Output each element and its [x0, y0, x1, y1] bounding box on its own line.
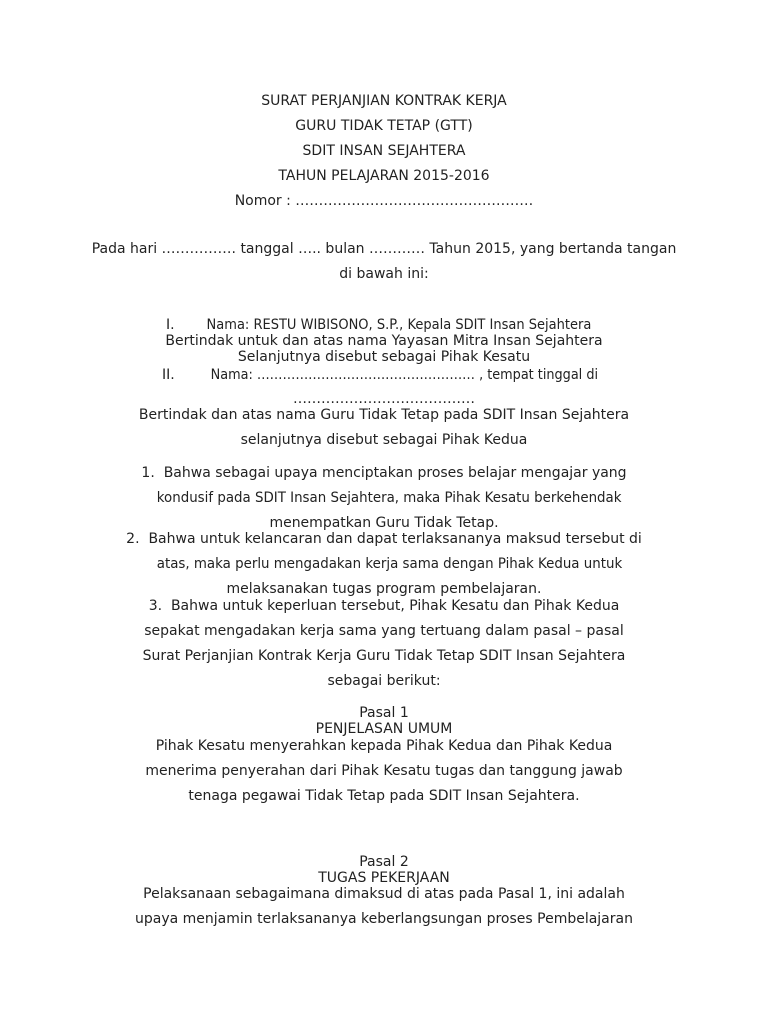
title-line-1: SURAT PERJANJIAN KONTRAK KERJA: [261, 93, 507, 109]
consideration-3-line-3: Surat Perjanjian Kontrak Kerja Guru Tidak Tetap SDIT Insan Sejahtera: [142, 648, 626, 664]
intro-line-2: di bawah ini:: [339, 266, 429, 282]
party-2-numeral: II.: [162, 367, 175, 383]
party-1-role: Bertindak untuk dan atas nama Yayasan Mitra Insan Sejahtera: [165, 333, 603, 349]
party-2-role: Bertindak dan atas nama Guru Tidak Tetap pada SDIT Insan Sejahtera: [138, 407, 630, 423]
pasal-2-heading: Pasal 2: [359, 854, 409, 870]
party-2-name: Nama: …………………………………………… , tempat tinggal di: [210, 367, 598, 383]
consideration-2-line-3: melaksanakan tugas program pembelajaran.: [226, 581, 542, 597]
intro-line-1: Pada hari ……………. tanggal ….. bulan ………… Tahun 2015, yang bertanda tangan: [91, 241, 677, 257]
consideration-3-number: 3.: [148, 598, 163, 614]
pasal-2-line-1: Pelaksanaan sebagaimana dimaksud di atas pada Pasal 1, ini adalah: [143, 886, 625, 902]
pasal-2-line-2: upaya menjamin terlaksananya keberlangsungan proses Pembelajaran: [135, 911, 633, 927]
consideration-2-line-1: 2. Bahwa untuk kelancaran dan dapat terlaksananya maksud tersebut di: [126, 531, 642, 547]
consideration-3-line-1: 3. Bahwa untuk keperluan tersebut, Pihak Kesatu dan Pihak Kedua: [148, 598, 620, 614]
pasal-1-heading: Pasal 1: [359, 705, 409, 721]
party-1-name: Nama: RESTU WIBISONO, S.P., Kepala SDIT Insan Sejahtera: [206, 317, 592, 333]
consideration-3-line-2: sepakat mengadakan kerja sama yang tertuang dalam pasal – pasal: [144, 623, 624, 639]
title-line-4: TAHUN PELAJARAN 2015-2016: [278, 168, 490, 184]
pasal-1-line-3: tenaga pegawai Tidak Tetap pada SDIT Insan Sejahtera.: [188, 788, 580, 804]
consideration-3-line-4: sebagai berikut:: [327, 673, 441, 689]
pasal-2-title: TUGAS PEKERJAAN: [318, 870, 450, 886]
party-1-numeral: I.: [166, 317, 175, 333]
pasal-1-line-1: Pihak Kesatu menyerahkan kepada Pihak Kedua dan Pihak Kedua: [155, 738, 613, 754]
title-line-2: GURU TIDAK TETAP (GTT): [295, 118, 473, 134]
party-2-address-dots: …………………………………: [293, 391, 475, 407]
consideration-1-line-1: 1. Bahwa sebagai upaya menciptakan proses belajar mengajar yang: [141, 465, 627, 481]
consideration-1-line-3: menempatkan Guru Tidak Tetap.: [269, 515, 499, 531]
nomor-line: Nomor : ……………………………………………: [234, 193, 534, 209]
pasal-1-title: PENJELASAN UMUM: [315, 721, 453, 737]
title-line-3: SDIT INSAN SEJAHTERA: [302, 143, 466, 159]
consideration-2-line-2: atas, maka perlu mengadakan kerja sama dengan Pihak Kedua untuk: [156, 556, 622, 572]
consideration-2-number: 2.: [126, 531, 140, 547]
consideration-1-number: 1.: [141, 465, 155, 481]
party-2-alias: selanjutnya disebut sebagai Pihak Kedua: [240, 432, 528, 448]
consideration-1-line-2: kondusif pada SDIT Insan Sejahtera, maka Pihak Kesatu berkehendak: [156, 490, 622, 506]
pasal-1-line-2: menerima penyerahan dari Pihak Kesatu tugas dan tanggung jawab: [145, 763, 623, 779]
party-1-alias: Selanjutnya disebut sebagai Pihak Kesatu: [237, 349, 531, 365]
